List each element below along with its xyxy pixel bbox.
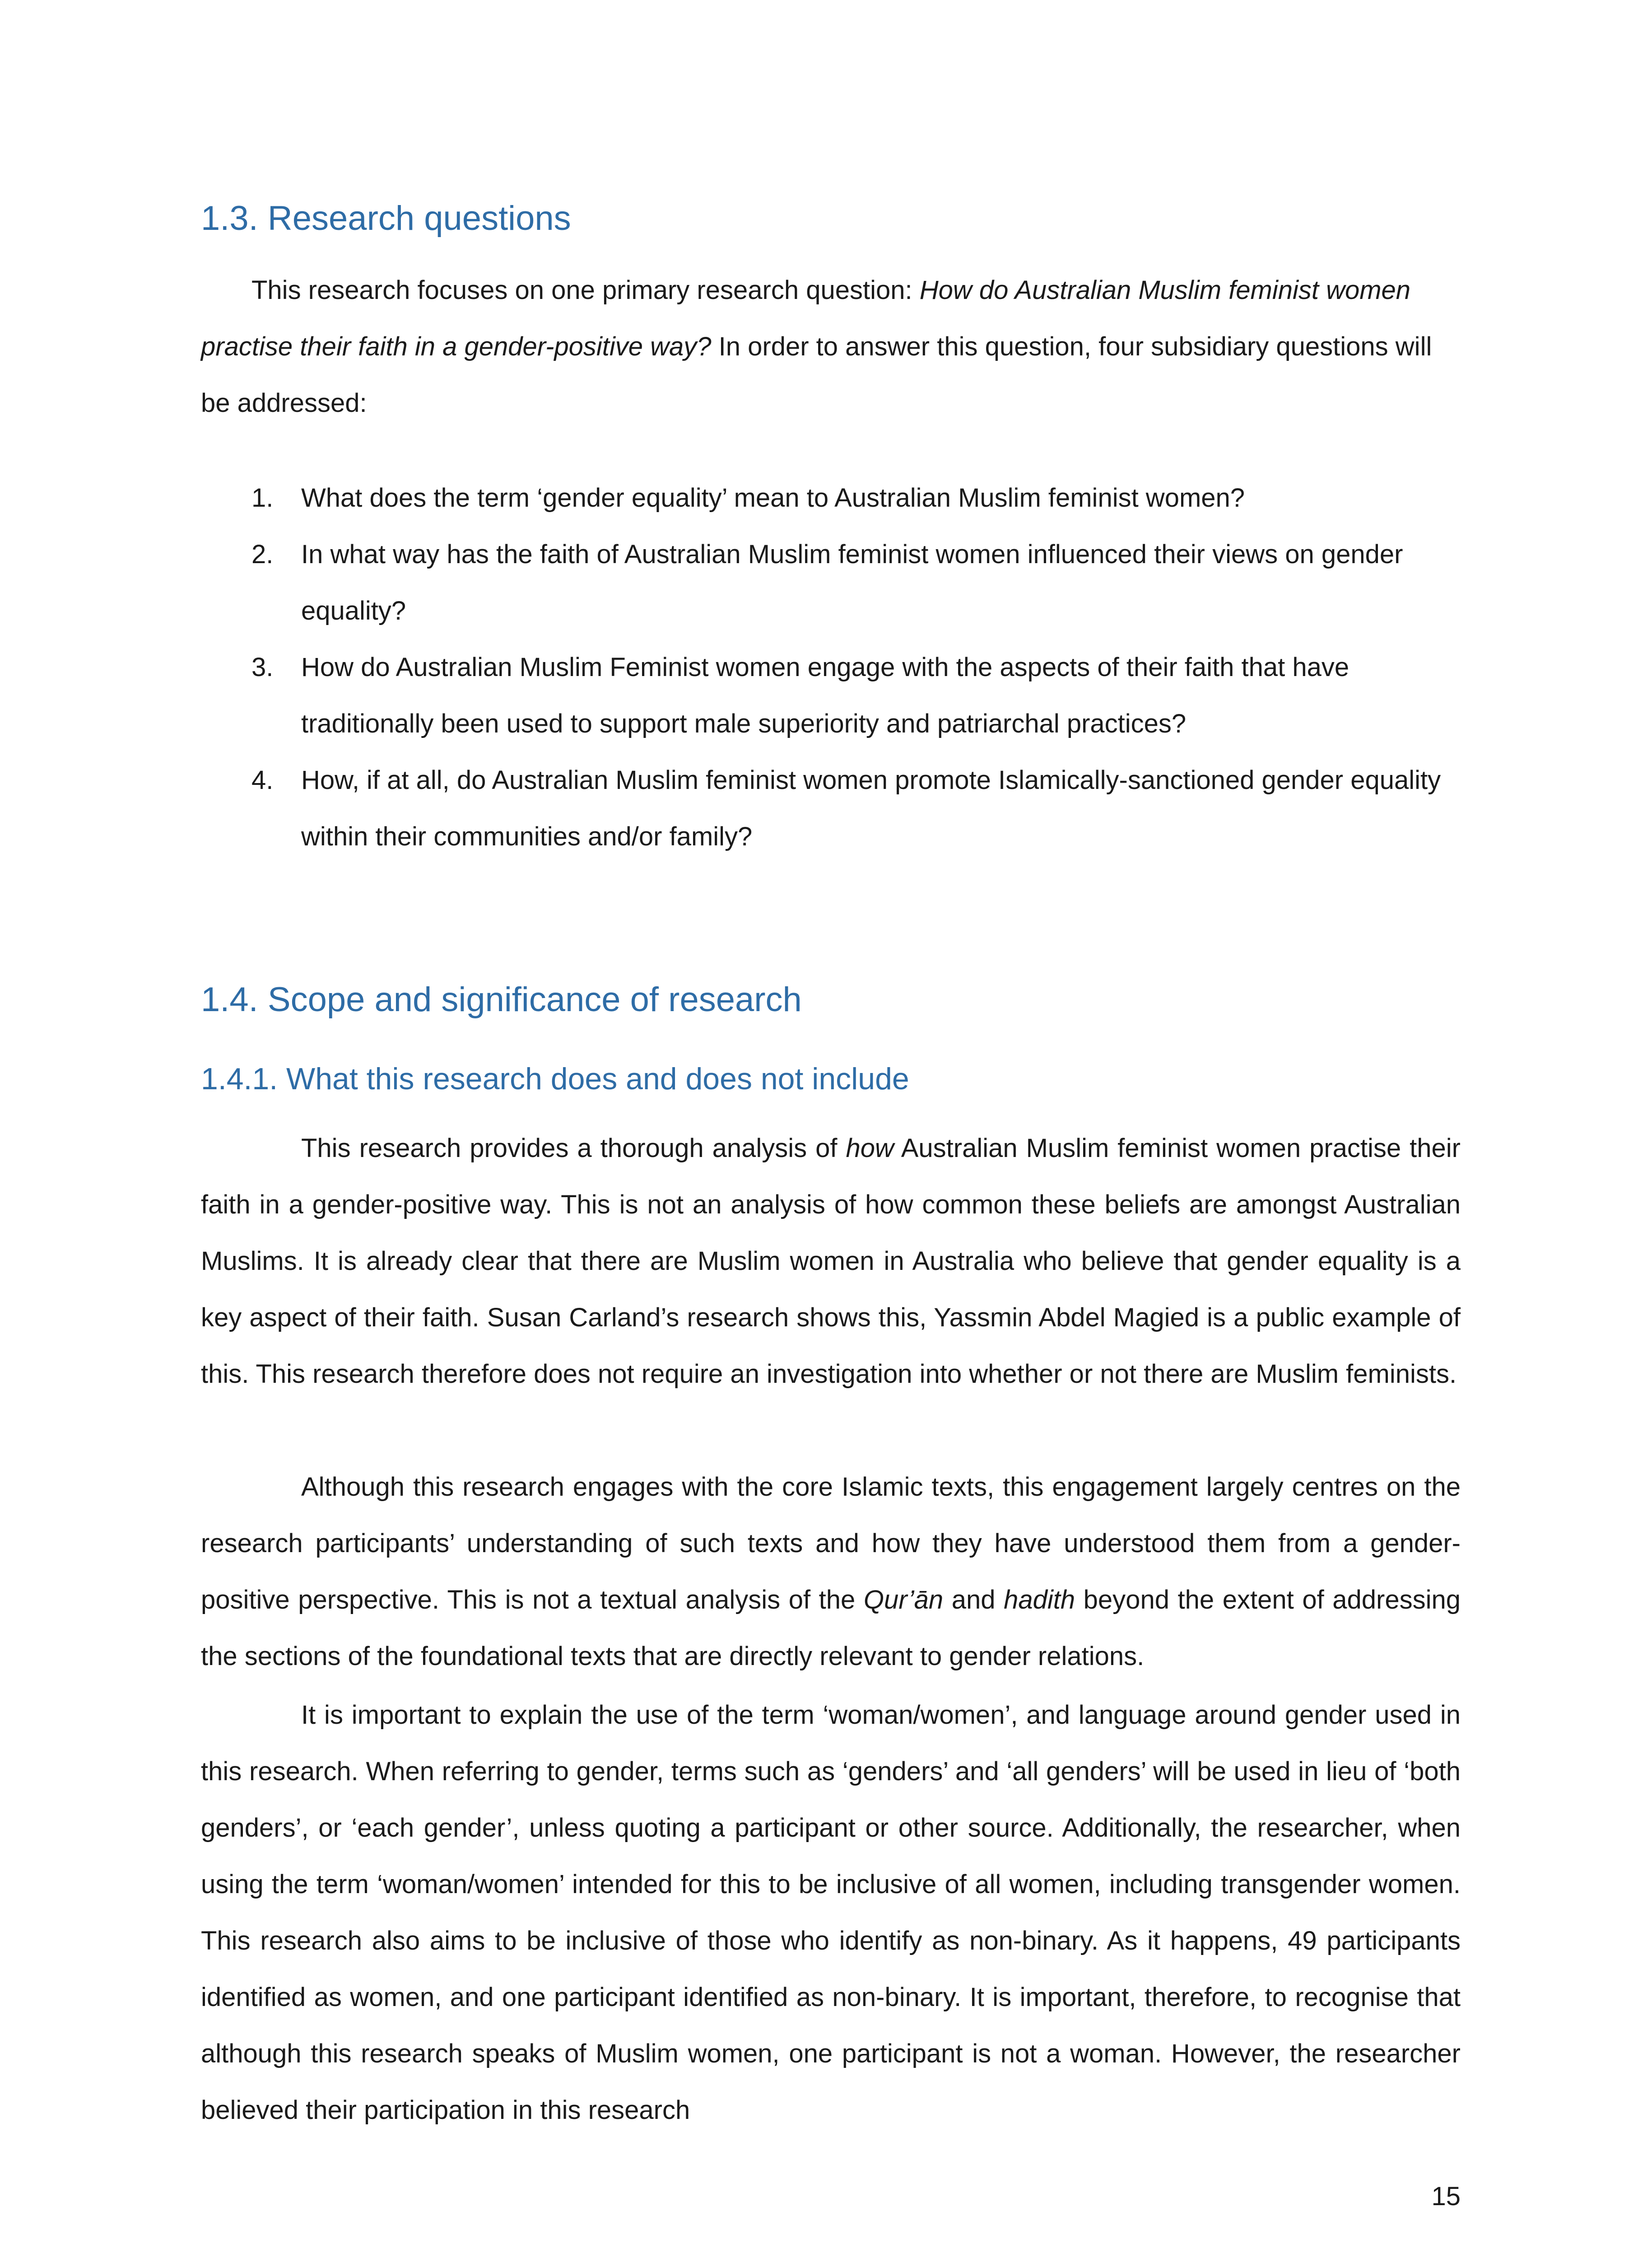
list-item-text: How do Australian Muslim Feminist women engage with the aspects of their faith that have traditionally been used to support male superiority and patriarchal practices? bbox=[301, 653, 1350, 738]
list-item-number: 4. bbox=[251, 765, 274, 795]
subsection-heading-includes: 1.4.1. What this research does and does not include bbox=[201, 1062, 909, 1096]
intro-text-a: This research focuses on one primary research question: bbox=[251, 275, 920, 305]
section-heading-research-questions: 1.3. Research questions bbox=[201, 199, 571, 238]
list-item bbox=[201, 639, 1461, 752]
list-item-text: In what way has the faith of Australian Muslim feminist women influenced their views on gender equality? bbox=[301, 540, 1403, 625]
p1-text-b: Australian Muslim feminist women practise their faith in a gender-positive way. This is not an analysis of how common these beliefs are amongst Australian Muslims. It is already clear that there are Muslim women in Australia who believe that gender equality is a key aspect of their faith. Susan Carland’s research shows this, Yassmin Abdel Magied is a public example of this. This research therefore does not require an investigation into whether or not there are Muslim feminists. bbox=[201, 1134, 1461, 1389]
list-item-text: How, if at all, do Australian Muslim feminist women promote Islamically-sanctioned gender equality within their communities and/or family? bbox=[301, 765, 1441, 851]
p2-text-b: beyond the extent of addressing the sections of the foundational texts that are directly relevant to gender relations. bbox=[201, 1585, 1461, 1671]
p2-emphasis-hadith: hadith bbox=[1004, 1585, 1075, 1614]
p2-emphasis-quran: Qur’ān bbox=[863, 1585, 944, 1614]
list-item bbox=[201, 470, 1461, 526]
primary-research-question: How do Australian Muslim feminist women practise their faith in a gender-positive way? bbox=[201, 275, 1411, 361]
list-item-number: 1. bbox=[251, 483, 274, 513]
p2-text-a: Although this research engages with the core Islamic texts, this engagement largely centres on the research participants’ understanding of such texts and how they have understood them from a gender-positive perspective. This is not a textual analysis of the bbox=[201, 1472, 1461, 1614]
subsidiary-questions-list bbox=[201, 470, 1461, 865]
p1-text-a: This research provides a thorough analysis of bbox=[301, 1134, 846, 1163]
p1-emphasis: how bbox=[846, 1134, 894, 1163]
body-paragraph-3: It is important to explain the use of the term ‘woman/women’, and language around gender used in this research. When referring to gender, terms such as ‘genders’ and ‘all genders’ will be used in lieu of ‘both genders’, or ‘each gender’, unless quoting a participant or other source. Additionally, the researcher, when using the term ‘woman/women’ intended for this to be inclusive of all women, including transgender women. This research also aims to be inclusive of those who identify as non-binary. As it happens, 49 participants identified as women, and one participant identified as non-binary. It is important, therefore, to recognise that although this research speaks of Muslim women, one participant is not a woman. However, the researcher believed their participation in this research bbox=[201, 1700, 1461, 2125]
body-paragraph-1 bbox=[201, 1120, 1461, 1402]
list-item bbox=[201, 526, 1461, 639]
p2-text-mid: and bbox=[943, 1585, 1004, 1614]
list-item-number: 2. bbox=[251, 540, 274, 569]
body-paragraph-2 bbox=[201, 1459, 1461, 1684]
page-number: 15 bbox=[1431, 2182, 1461, 2211]
list-item-number: 3. bbox=[251, 653, 274, 682]
section-heading-scope: 1.4. Scope and significance of research bbox=[201, 980, 802, 1019]
list-item bbox=[201, 752, 1461, 865]
list-item-text: What does the term ‘gender equality’ mean to Australian Muslim feminist women? bbox=[301, 483, 1245, 513]
intro-paragraph bbox=[201, 262, 1461, 431]
intro-text-b: In order to answer this question, four subsidiary questions will be addressed: bbox=[201, 332, 1432, 418]
